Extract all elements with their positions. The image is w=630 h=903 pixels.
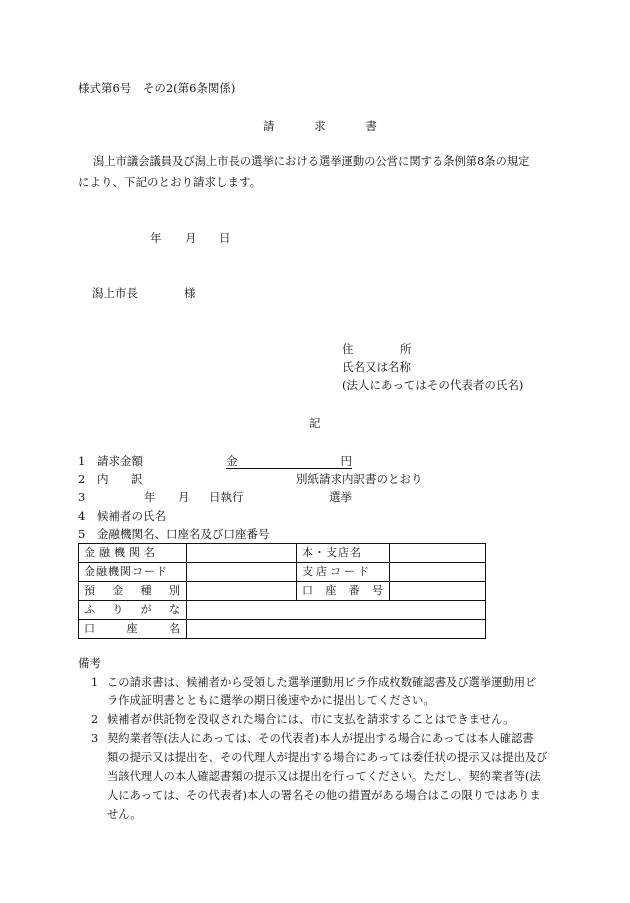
branch-code-label: 支店コード xyxy=(297,563,390,582)
account-number-field[interactable] xyxy=(390,582,486,601)
item-2-label-char-2: 訳 xyxy=(131,472,143,486)
item-4-label: 候補者の氏名 xyxy=(97,509,166,523)
item-1-number: 1 xyxy=(78,454,86,468)
item-5-label: 金融機関名、口座名及び口座番号 xyxy=(97,527,270,541)
form-number: 様式第6号 その2(第6条関係) xyxy=(78,81,236,95)
item-3-suffix: 選挙 xyxy=(329,490,352,504)
remark-3-number: 3 xyxy=(91,732,99,745)
account-name-field[interactable] xyxy=(187,620,486,639)
item-5-number: 5 xyxy=(78,527,86,541)
remark-2-number: 2 xyxy=(91,713,99,726)
ki-heading: 記 xyxy=(309,416,321,430)
furigana-label: ふ り が な xyxy=(79,601,187,620)
table-row xyxy=(79,601,486,620)
remark-2-line-1: 候補者が供託物を没収された場合には、市に支払を請求することはできません。 xyxy=(107,713,515,726)
deposit-type-label: 預 金 種 別 xyxy=(79,582,187,601)
applicant-address-char-2: 所 xyxy=(400,342,412,356)
branch-name-label: 本・支店名 xyxy=(297,544,390,563)
intro-line-1: 潟上市議会議員及び潟上市長の選挙における選挙運動の公営に関する条例第8条の規定 xyxy=(93,155,530,168)
document-title xyxy=(263,121,377,133)
amount-line xyxy=(226,456,352,469)
remark-1-line-1: この請求書は、候補者から受領した選挙運動用ビラ作成枚数確認書及び選挙運動用ビ xyxy=(107,676,537,689)
item-4-number: 4 xyxy=(78,509,86,523)
item-1-label: 請求金額 xyxy=(97,454,143,468)
furigana-field[interactable] xyxy=(187,601,486,620)
item-3-month: 月 xyxy=(178,490,190,504)
remark-3-line-3: 当該代理人の本人確認書類の提示又は提出を行ってください。ただし、契約業者等(法 xyxy=(107,770,541,783)
item-2-value: 別紙請求内訳書のとおり xyxy=(296,472,423,486)
title-char-3: 書 xyxy=(365,119,377,133)
institution-code-label: 金融機関コード xyxy=(79,563,187,582)
account-name-label: 口 座 名 xyxy=(79,620,187,639)
title-char-1: 請 xyxy=(263,119,275,133)
branch-name-field[interactable] xyxy=(390,544,486,563)
applicant-note: (法人にあってはその代表者の氏名) xyxy=(342,378,524,392)
title-char-2: 求 xyxy=(314,119,326,133)
item-2-number: 2 xyxy=(78,472,86,486)
amount-yen: 円 xyxy=(340,454,352,468)
table-row xyxy=(79,544,486,563)
amount-kin: 金 xyxy=(226,454,238,468)
institution-name-label: 金融機関名 xyxy=(79,544,187,563)
item-3-number: 3 xyxy=(78,490,86,504)
remark-3-line-2: 類の提示又は提出を、その代理人が提出する場合にあっては委任状の提示又は提出及び xyxy=(107,751,548,764)
applicant-name: 氏名又は名称 xyxy=(342,360,411,374)
bank-account-table xyxy=(78,543,486,639)
remark-1-number: 1 xyxy=(91,676,99,689)
institution-name-field[interactable] xyxy=(187,544,297,563)
institution-code-field[interactable] xyxy=(187,563,297,582)
remark-3-line-5: せん。 xyxy=(107,808,142,821)
remark-1-line-2: ラ作成証明書とともに選挙の期日後速やかに提出してください。 xyxy=(107,694,435,707)
account-number-label: 口 座 番 号 xyxy=(297,582,390,601)
branch-code-field[interactable] xyxy=(390,563,486,582)
remark-3-line-1: 契約業者等(法人にあっては、その代表者)本人が提出する場合にあっては本人確認書 xyxy=(107,732,534,745)
table-row xyxy=(79,582,486,601)
remark-3-line-4: 人にあっては、その代表者)本人の署名その他の措置がある場合はこの限りではありま xyxy=(107,789,541,802)
item-2-label-char-1: 内 xyxy=(97,472,109,486)
date-day: 日 xyxy=(219,231,231,245)
addressee-honorific: 様 xyxy=(184,286,196,300)
deposit-type-field[interactable] xyxy=(187,582,297,601)
table-row xyxy=(79,563,486,582)
date-month: 月 xyxy=(185,231,197,245)
remarks-heading: 備考 xyxy=(78,656,101,670)
date-year: 年 xyxy=(150,231,162,245)
item-3-day: 日執行 xyxy=(209,490,244,504)
intro-line-2: により、下記のとおり請求します。 xyxy=(78,175,262,189)
table-row xyxy=(79,620,486,639)
item-3-year: 年 xyxy=(144,490,156,504)
applicant-address-char-1: 住 xyxy=(342,342,354,356)
addressee-name: 潟上市長 xyxy=(92,286,138,300)
